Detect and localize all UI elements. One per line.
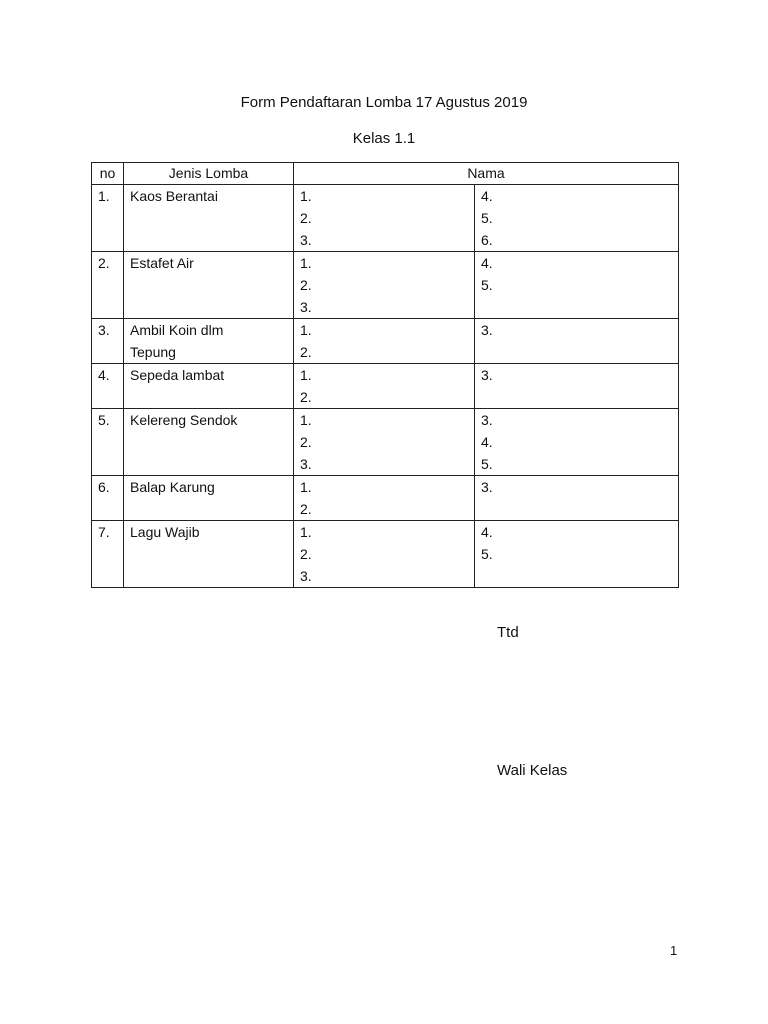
- name-column-left: [294, 521, 475, 588]
- table-header-row: [92, 163, 679, 185]
- signature-role: Wali Kelas: [497, 762, 568, 779]
- name-column-right: [475, 319, 679, 364]
- class-label: Kelas 1.1: [352, 130, 416, 147]
- table-row: [92, 319, 679, 364]
- competition-name-line: Kaos Berantai: [130, 188, 218, 204]
- row-number-text: 6.: [98, 479, 110, 495]
- name-slot[interactable]: 5.: [481, 210, 493, 226]
- name-slot[interactable]: 6.: [481, 232, 493, 248]
- competition-name: [124, 185, 294, 252]
- table-row: [92, 409, 679, 476]
- name-slot[interactable]: 1.: [300, 322, 312, 338]
- name-slot[interactable]: 1.: [300, 255, 312, 271]
- name-slot[interactable]: 3.: [481, 479, 493, 495]
- name-column-right: [475, 185, 679, 252]
- name-column-right: [475, 521, 679, 588]
- table-row: [92, 185, 679, 252]
- name-column-right: [475, 409, 679, 476]
- row-number: [92, 476, 124, 521]
- name-column-right: [475, 476, 679, 521]
- row-number: [92, 185, 124, 252]
- competition-name: [124, 364, 294, 409]
- name-slot[interactable]: 3.: [481, 322, 493, 338]
- name-slot[interactable]: 3.: [300, 232, 312, 248]
- name-column-left: [294, 185, 475, 252]
- document-title: Form Pendaftaran Lomba 17 Agustus 2019: [240, 94, 528, 111]
- registration-table: [91, 162, 679, 588]
- competition-name-line: Tepung: [130, 344, 176, 360]
- table-row: [92, 364, 679, 409]
- name-slot[interactable]: 4.: [481, 524, 493, 540]
- name-slot[interactable]: 2.: [300, 344, 312, 360]
- row-number-text: 1.: [98, 188, 110, 204]
- table-row: [92, 521, 679, 588]
- name-column-left: [294, 476, 475, 521]
- name-slot[interactable]: 3.: [300, 456, 312, 472]
- name-column-left: [294, 409, 475, 476]
- header-jenis-lomba: Jenis Lomba: [124, 163, 294, 185]
- row-number-text: 3.: [98, 322, 110, 338]
- table-body: [92, 185, 679, 588]
- competition-name: [124, 476, 294, 521]
- competition-name-line: Ambil Koin dlm: [130, 322, 224, 338]
- competition-name: [124, 521, 294, 588]
- row-number: [92, 319, 124, 364]
- competition-name: [124, 409, 294, 476]
- competition-name-line: Estafet Air: [130, 255, 194, 271]
- name-slot[interactable]: 2.: [300, 389, 312, 405]
- competition-name: [124, 319, 294, 364]
- name-slot[interactable]: 5.: [481, 277, 493, 293]
- name-slot[interactable]: 5.: [481, 546, 493, 562]
- name-slot[interactable]: 1.: [300, 524, 312, 540]
- name-slot[interactable]: [481, 565, 678, 587]
- table-row: [92, 252, 679, 319]
- name-slot[interactable]: [481, 386, 678, 408]
- row-number-text: 2.: [98, 255, 110, 271]
- name-slot[interactable]: 3.: [300, 299, 312, 315]
- competition-name-line: Balap Karung: [130, 479, 215, 495]
- name-slot[interactable]: [481, 296, 678, 318]
- name-slot[interactable]: 3.: [300, 568, 312, 584]
- competition-name-line: Kelereng Sendok: [130, 412, 238, 428]
- row-number: [92, 521, 124, 588]
- competition-name: [124, 252, 294, 319]
- header-nama: Nama: [294, 163, 679, 185]
- name-slot[interactable]: 3.: [481, 367, 493, 383]
- name-column-right: [475, 364, 679, 409]
- row-number: [92, 409, 124, 476]
- name-column-left: [294, 252, 475, 319]
- competition-name-line: Lagu Wajib: [130, 524, 200, 540]
- page-number: 1: [670, 943, 678, 958]
- signature-label: Ttd: [497, 624, 519, 641]
- name-slot[interactable]: [481, 341, 678, 363]
- name-slot[interactable]: 1.: [300, 188, 312, 204]
- competition-name-line: Sepeda lambat: [130, 367, 225, 383]
- row-number-text: 4.: [98, 367, 110, 383]
- name-slot[interactable]: 2.: [300, 434, 312, 450]
- header-no: no: [92, 163, 124, 185]
- name-column-left: [294, 364, 475, 409]
- name-column-right: [475, 252, 679, 319]
- row-number-text: 7.: [98, 524, 110, 540]
- name-slot[interactable]: 2.: [300, 546, 312, 562]
- name-slot[interactable]: 2.: [300, 501, 312, 517]
- table-row: [92, 476, 679, 521]
- name-slot[interactable]: 2.: [300, 277, 312, 293]
- name-slot[interactable]: 2.: [300, 210, 312, 226]
- name-slot[interactable]: 3.: [481, 412, 493, 428]
- name-slot[interactable]: [481, 498, 678, 520]
- name-slot[interactable]: 4.: [481, 434, 493, 450]
- row-number-text: 5.: [98, 412, 110, 428]
- name-column-left: [294, 319, 475, 364]
- row-number: [92, 252, 124, 319]
- row-number: [92, 364, 124, 409]
- name-slot[interactable]: 4.: [481, 188, 493, 204]
- name-slot[interactable]: 4.: [481, 255, 493, 271]
- name-slot[interactable]: 1.: [300, 412, 312, 428]
- name-slot[interactable]: 5.: [481, 456, 493, 472]
- name-slot[interactable]: 1.: [300, 367, 312, 383]
- name-slot[interactable]: 1.: [300, 479, 312, 495]
